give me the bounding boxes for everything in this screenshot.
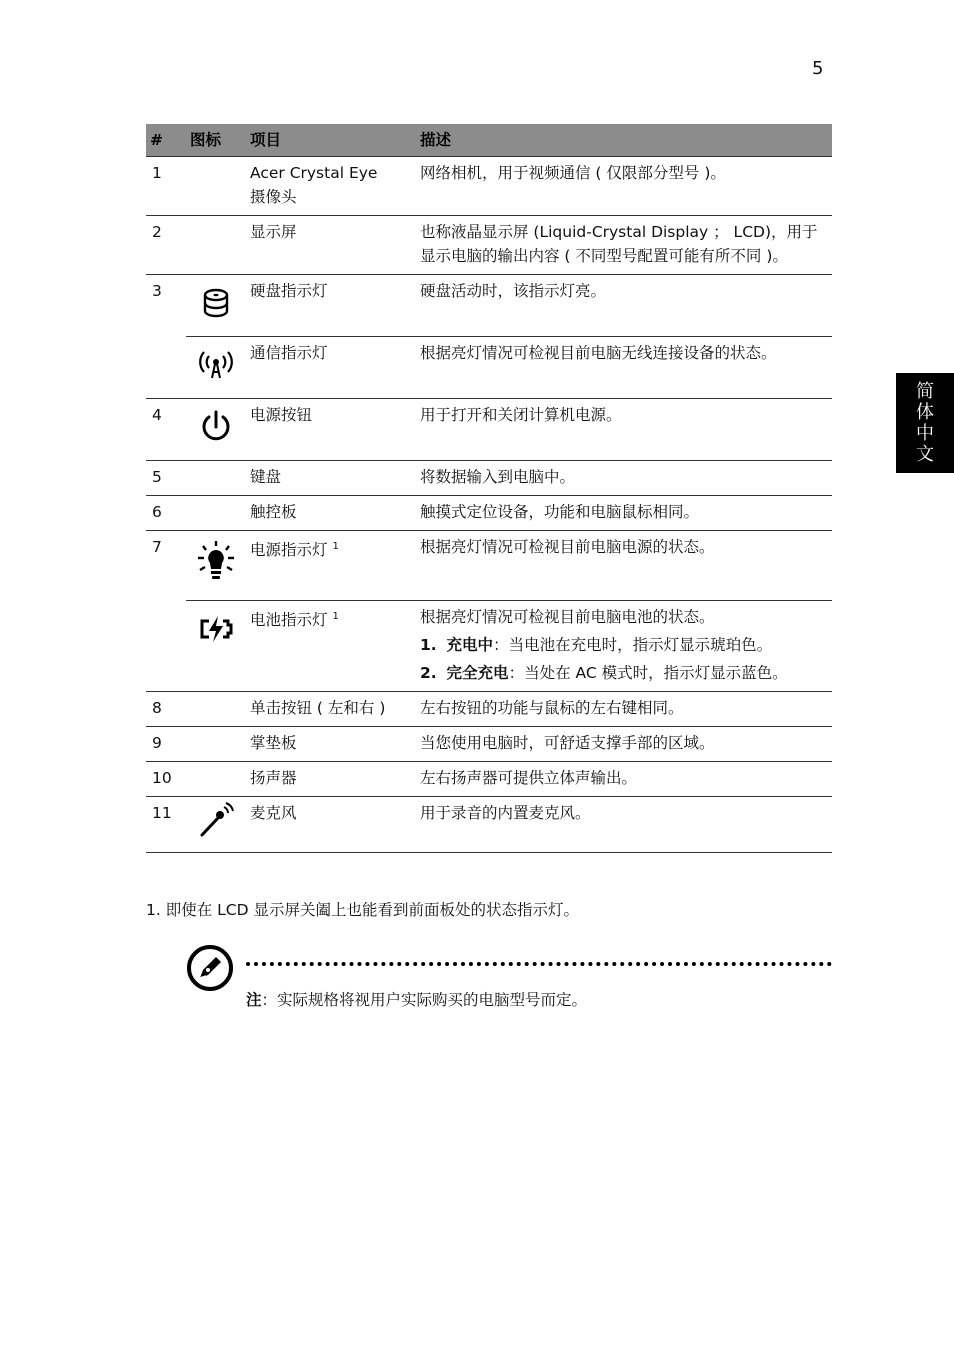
table-row [146,797,832,853]
list-item [420,661,828,685]
row-icon-cell [186,727,246,762]
row-item: 显示屏 [246,216,416,275]
row-desc: 网络相机，用于视频通信 ( 仅限部分型号 )。 [416,157,832,216]
row-num: 7 [146,531,186,692]
row-icon-cell [186,601,246,692]
row-desc: 根据亮灯情况可检视目前电脑无线连接设备的状态。 [416,337,832,399]
table-header-row [146,124,832,157]
row-desc: 用于打开和关闭计算机电源。 [416,399,832,461]
row-icon-cell [186,531,246,601]
row-icon-cell [186,496,246,531]
row-icon-cell [186,216,246,275]
row-num: 8 [146,692,186,727]
footnote-ref: 1 [332,541,339,552]
note-divider [246,962,832,966]
table-row [146,531,832,601]
row-icon-cell [186,762,246,797]
row-item: 硬盘指示灯 [246,275,416,337]
language-tab [896,373,954,473]
row-item [246,157,416,216]
row-num: 2 [146,216,186,275]
page-number: 5 [812,58,824,79]
footnote-ref: 1 [332,611,339,622]
table-row [146,762,832,797]
row-icon-cell [186,275,246,337]
table-row [146,399,832,461]
row-num: 11 [146,797,186,853]
table-row [146,275,832,337]
row-desc: 用于录音的内置麦克风。 [416,797,832,853]
power-icon [196,407,236,447]
language-tab-char: 文 [916,444,934,465]
row-item: 电源按钮 [246,399,416,461]
row-item: 扬声器 [246,762,416,797]
table-row [146,337,832,399]
row-desc: 触摸式定位设备，功能和电脑鼠标相同。 [416,496,832,531]
row-icon-cell [186,797,246,853]
language-tab-char: 体 [916,402,934,423]
row-desc: 硬盘活动时，该指示灯亮。 [416,275,832,337]
row-num: 1 [146,157,186,216]
row-num: 3 [146,275,186,399]
wireless-icon [196,345,236,385]
list-item [420,633,828,657]
footnote: 1. 即使在 LCD 显示屏关阖上也能看到前面板处的状态指示灯。 [146,901,579,919]
table-row [146,157,832,216]
battery-icon [196,609,236,649]
component-table [146,124,832,853]
row-item-text: 电源指示灯 [250,541,328,559]
row-item: 键盘 [246,461,416,496]
row-icon-cell [186,692,246,727]
row-desc: 左右扬声器可提供立体声输出。 [416,762,832,797]
row-num: 5 [146,461,186,496]
row-item-text: 电池指示灯 [250,611,328,629]
header-icon: 图标 [186,124,246,157]
row-icon-cell [186,461,246,496]
table-row [146,727,832,762]
list-marker: 2. [420,664,437,682]
list-text: ：当电池在充电时，指示灯显示琥珀色。 [493,636,773,654]
header-desc: 描述 [416,124,832,157]
table-row [146,216,832,275]
note-text [246,988,587,1010]
row-desc: 将数据输入到电脑中。 [416,461,832,496]
row-item: 触控板 [246,496,416,531]
list-text: ：当处在 AC 模式时，指示灯显示蓝色。 [508,664,788,682]
row-desc-text: 根据亮灯情况可检视目前电脑电池的状态。 [420,608,715,626]
list-label: 充电中 [446,636,494,654]
row-icon-cell [186,157,246,216]
row-icon-cell [186,337,246,399]
row-desc: 也称液晶显示屏 (Liquid-Crystal Display ； LCD)，用于显示电脑的输出内容 ( 不同型号配置可能有所不同 )。 [416,216,832,275]
row-item: 单击按钮 ( 左和右 ) [246,692,416,727]
note-label: 注 [246,991,262,1009]
table-row [146,496,832,531]
row-num: 6 [146,496,186,531]
row-desc: 左右按钮的功能与鼠标的左右键相同。 [416,692,832,727]
row-num: 4 [146,399,186,461]
row-item [246,531,416,601]
row-item [246,601,416,692]
row-item-text: Acer Crystal Eye 摄像头 [250,164,378,206]
microphone-icon [196,799,236,839]
row-desc [416,601,832,692]
row-desc: 当您使用电脑时，可舒适支撑手部的区域。 [416,727,832,762]
row-item: 通信指示灯 [246,337,416,399]
header-num: # [146,124,186,157]
power-indicator-icon [196,539,236,585]
row-item: 掌垫板 [246,727,416,762]
note-icon [186,944,234,992]
header-item: 项目 [246,124,416,157]
language-tab-char: 中 [916,423,934,444]
list-marker: 1. [420,636,437,654]
row-num: 9 [146,727,186,762]
table-row [146,692,832,727]
language-tab-char: 简 [916,381,934,402]
hdd-icon [196,283,236,323]
row-item: 麦克风 [246,797,416,853]
table-row [146,461,832,496]
row-desc: 根据亮灯情况可检视目前电脑电源的状态。 [416,531,832,601]
table-row [146,601,832,692]
list-label: 完全充电 [446,664,509,682]
row-num: 10 [146,762,186,797]
note-body: ：实际规格将视用户实际购买的电脑型号而定。 [261,991,588,1009]
row-icon-cell [186,399,246,461]
